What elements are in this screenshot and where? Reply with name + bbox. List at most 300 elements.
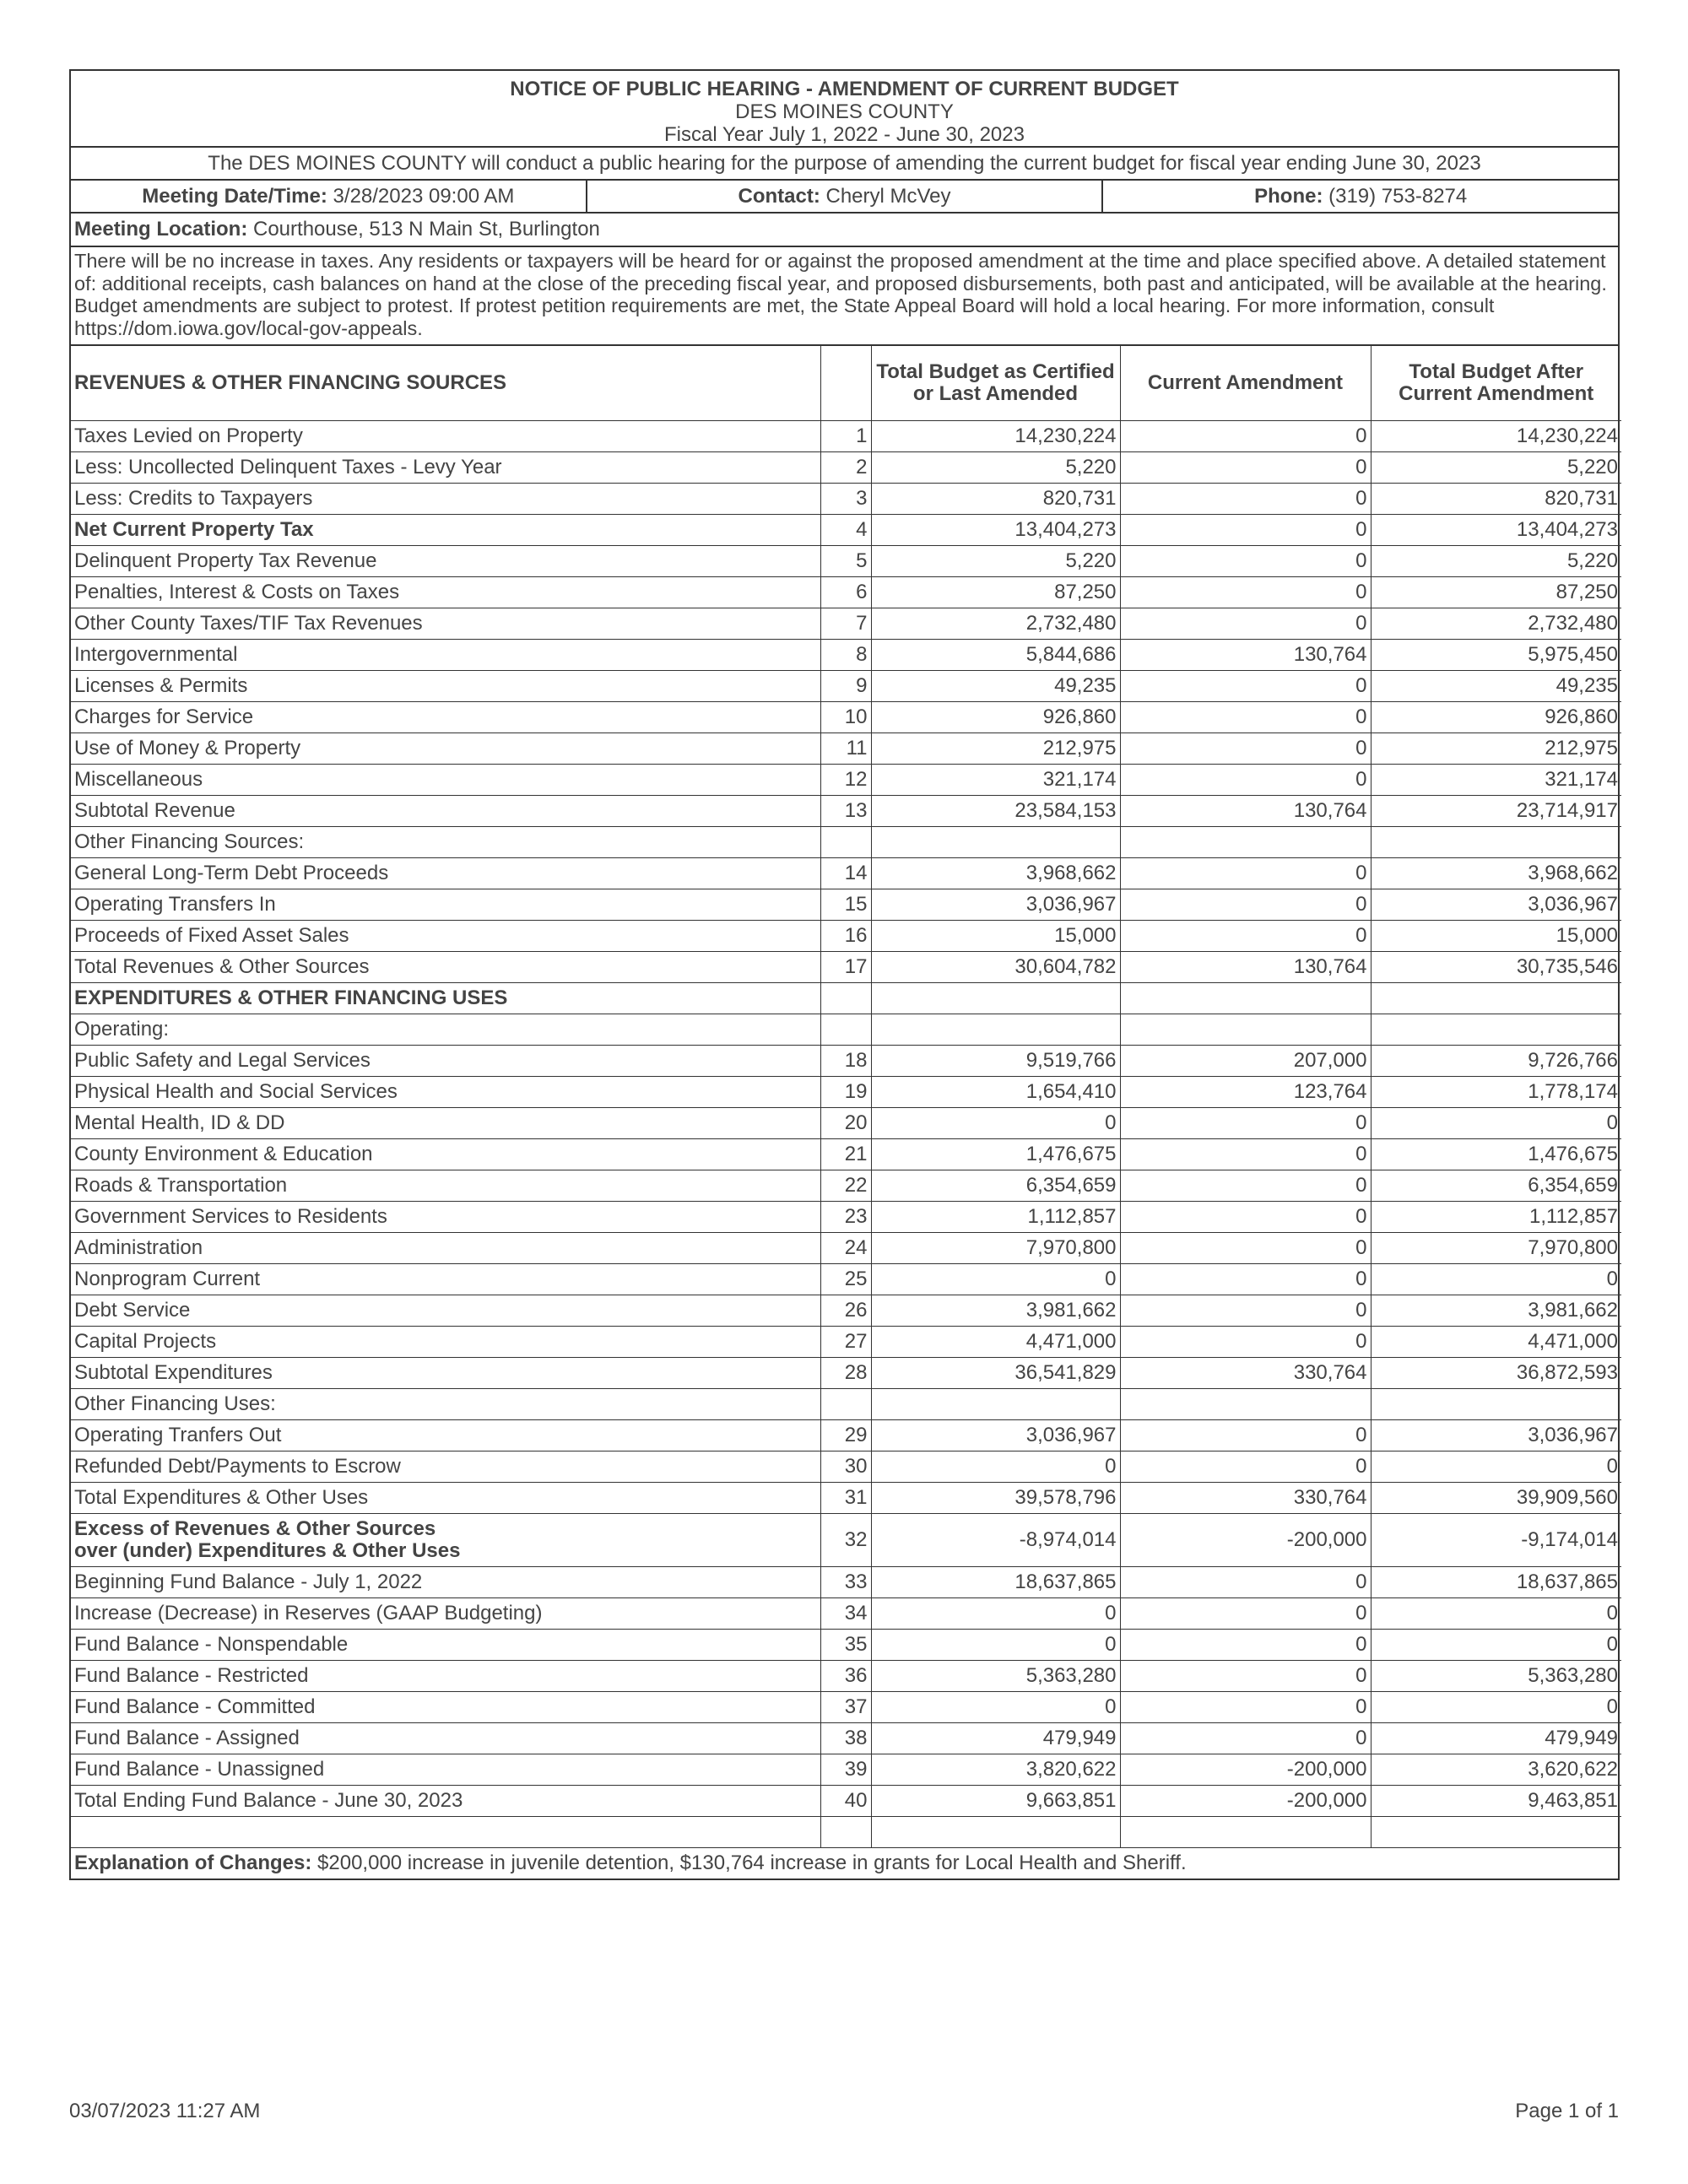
row-label: Delinquent Property Tax Revenue [71, 546, 820, 577]
cell-certified: 5,363,280 [871, 1661, 1120, 1692]
row-label: Subtotal Revenue [71, 796, 820, 827]
explanation-row [71, 1848, 1621, 1879]
cell-amendment: 0 [1120, 702, 1371, 733]
row-label: Total Expenditures & Other Uses [71, 1483, 820, 1514]
row-label: Proceeds of Fixed Asset Sales [71, 921, 820, 952]
cell-amendment: 0 [1120, 608, 1371, 640]
line-number: 36 [820, 1661, 871, 1692]
table-row [71, 546, 1621, 577]
cell-amendment: 0 [1120, 671, 1371, 702]
cell-certified: 0 [871, 1264, 1120, 1295]
table-row [71, 577, 1621, 608]
cell-amendment: 0 [1120, 1233, 1371, 1264]
table-row [71, 1692, 1621, 1723]
cell-amendment: 0 [1120, 1661, 1371, 1692]
cell-after: 9,463,851 [1371, 1786, 1621, 1817]
cell-certified: 9,519,766 [871, 1046, 1120, 1077]
row-label: Increase (Decrease) in Reserves (GAAP Budgeting) [71, 1598, 820, 1630]
contact [586, 181, 1102, 212]
cell-certified: 321,174 [871, 765, 1120, 796]
phone-value: (319) 753-8274 [1328, 185, 1468, 208]
page-number: Page 1 of 1 [1515, 2100, 1619, 2122]
cell-after: 18,637,865 [1371, 1567, 1621, 1598]
row-label: Total Ending Fund Balance - June 30, 2023 [71, 1786, 820, 1817]
table-row [71, 1723, 1621, 1754]
table-row [71, 889, 1621, 921]
cell-certified: 5,844,686 [871, 640, 1120, 671]
cell-certified: 1,476,675 [871, 1139, 1120, 1170]
row-label: Fund Balance - Nonspendable [71, 1630, 820, 1661]
cell-amendment: 130,764 [1120, 952, 1371, 983]
line-number: 11 [820, 733, 871, 765]
table-row [71, 1630, 1621, 1661]
line-number: 28 [820, 1358, 871, 1389]
cell-certified: 5,220 [871, 546, 1120, 577]
notice-title: NOTICE OF PUBLIC HEARING - AMENDMENT OF CURRENT BUDGET [510, 78, 1179, 100]
meeting-datetime [71, 181, 586, 212]
cell-after: 3,036,967 [1371, 1420, 1621, 1451]
cell-after: 0 [1371, 1451, 1621, 1483]
cell-certified: 49,235 [871, 671, 1120, 702]
row-label-line1: Excess of Revenues & Other Sources [74, 1517, 436, 1540]
table-row [71, 952, 1621, 983]
cell-amendment: 0 [1120, 1202, 1371, 1233]
cell-amendment: 0 [1120, 1139, 1371, 1170]
table-header-row [71, 346, 1621, 421]
meeting-datetime-value: 3/28/2023 09:00 AM [333, 185, 515, 208]
cell-after: 49,235 [1371, 671, 1621, 702]
line-number-header [820, 346, 871, 421]
cell-certified: 14,230,224 [871, 421, 1120, 452]
meeting-datetime-label: Meeting Date/Time: [142, 185, 327, 208]
line-number: 3 [820, 484, 871, 515]
row-label: Fund Balance - Committed [71, 1692, 820, 1723]
row-label: Penalties, Interest & Costs on Taxes [71, 577, 820, 608]
row-label: Subtotal Expenditures [71, 1358, 820, 1389]
line-number: 5 [820, 546, 871, 577]
line-number: 27 [820, 1327, 871, 1358]
cell-certified: 0 [871, 1451, 1120, 1483]
table-row [71, 1598, 1621, 1630]
budget-table [71, 346, 1621, 1879]
table-row [71, 1389, 1621, 1420]
location-label: Meeting Location: [74, 218, 248, 241]
cell-after: 0 [1371, 1630, 1621, 1661]
row-label: Administration [71, 1233, 820, 1264]
cell-certified [871, 827, 1120, 858]
cell-amendment: 0 [1120, 858, 1371, 889]
cell-amendment: 0 [1120, 421, 1371, 452]
row-label: Public Safety and Legal Services [71, 1046, 820, 1077]
line-number [820, 827, 871, 858]
fiscal-year: Fiscal Year July 1, 2022 - June 30, 2023 [664, 123, 1025, 146]
cell-certified: 5,220 [871, 452, 1120, 484]
line-number: 39 [820, 1754, 871, 1786]
line-number: 24 [820, 1233, 871, 1264]
cell-amendment [1120, 983, 1371, 1014]
cell-certified: 3,036,967 [871, 1420, 1120, 1451]
cell-amendment: 0 [1120, 1108, 1371, 1139]
row-label: Operating: [71, 1014, 820, 1046]
table-row [71, 702, 1621, 733]
row-label: Intergovernmental [71, 640, 820, 671]
cell-amendment: 123,764 [1120, 1077, 1371, 1108]
line-number: 30 [820, 1451, 871, 1483]
cell-after: 6,354,659 [1371, 1170, 1621, 1202]
row-label: Charges for Service [71, 702, 820, 733]
line-number: 20 [820, 1108, 871, 1139]
cell-certified [871, 1014, 1120, 1046]
cell-after: 0 [1371, 1692, 1621, 1723]
notice-header [71, 71, 1618, 148]
row-label: Fund Balance - Unassigned [71, 1754, 820, 1786]
printed-timestamp: 03/07/2023 11:27 AM [69, 2100, 261, 2122]
cell-after [1371, 1389, 1621, 1420]
cell-after: 87,250 [1371, 577, 1621, 608]
line-number: 7 [820, 608, 871, 640]
cell-certified: 2,732,480 [871, 608, 1120, 640]
table-row [71, 1451, 1621, 1483]
line-number: 17 [820, 952, 871, 983]
meeting-location [71, 214, 1618, 247]
line-number: 19 [820, 1077, 871, 1108]
cell-certified: 3,981,662 [871, 1295, 1120, 1327]
table-row [71, 1108, 1621, 1139]
cell-after: 0 [1371, 1598, 1621, 1630]
entity-name: DES MOINES COUNTY [735, 100, 954, 123]
row-label: Physical Health and Social Services [71, 1077, 820, 1108]
notice-paragraph: There will be no increase in taxes. Any residents or taxpayers will be heard for or against the proposed amendment at the time and place specified above. A detailed statement of: additional receipts, cash balances on hand at the close of the preceding fiscal year, and proposed disbursements, both past and anticipated, will be available at the hearing. Budget amendments are subject to protest. If protest petition requirements are met, the State Appeal Board will hold a local hearing. For more information, consult https://dom.iowa.gov/local-gov-appeals. [71, 247, 1618, 346]
cell-after: 7,970,800 [1371, 1233, 1621, 1264]
cell-amendment: 330,764 [1120, 1358, 1371, 1389]
cell-after: 4,471,000 [1371, 1327, 1621, 1358]
row-label: Operating Transfers In [71, 889, 820, 921]
cell-certified: 3,968,662 [871, 858, 1120, 889]
line-number [820, 1389, 871, 1420]
cell-certified: 15,000 [871, 921, 1120, 952]
row-label: Net Current Property Tax [71, 515, 820, 546]
cell-after: 0 [1371, 1108, 1621, 1139]
cell-amendment: 0 [1120, 921, 1371, 952]
cell-after: 3,968,662 [1371, 858, 1621, 889]
budget-rows [71, 421, 1621, 1817]
line-number: 1 [820, 421, 871, 452]
table-row [71, 765, 1621, 796]
row-label: Debt Service [71, 1295, 820, 1327]
cell-certified: 0 [871, 1108, 1120, 1139]
cell-certified: 4,471,000 [871, 1327, 1120, 1358]
cell-after: 5,220 [1371, 546, 1621, 577]
cell-after: 2,732,480 [1371, 608, 1621, 640]
cell-amendment: 0 [1120, 1170, 1371, 1202]
cell-amendment: -200,000 [1120, 1786, 1371, 1817]
cell-amendment: 0 [1120, 1567, 1371, 1598]
line-number: 10 [820, 702, 871, 733]
table-row [71, 796, 1621, 827]
row-label: Capital Projects [71, 1327, 820, 1358]
cell-amendment: 0 [1120, 889, 1371, 921]
line-number: 6 [820, 577, 871, 608]
table-row [71, 1358, 1621, 1389]
cell-amendment: 0 [1120, 452, 1371, 484]
line-number: 40 [820, 1786, 871, 1817]
line-number: 34 [820, 1598, 871, 1630]
cell-certified [871, 983, 1120, 1014]
location-value: Courthouse, 513 N Main St, Burlington [253, 218, 600, 241]
line-number: 2 [820, 452, 871, 484]
cell-after: 5,975,450 [1371, 640, 1621, 671]
cell-amendment: 0 [1120, 577, 1371, 608]
cell-certified: 0 [871, 1692, 1120, 1723]
row-label: Other Financing Uses: [71, 1389, 820, 1420]
cell-after [1371, 983, 1621, 1014]
line-number: 14 [820, 858, 871, 889]
cell-amendment: 0 [1120, 515, 1371, 546]
contact-value: Cheryl McVey [825, 185, 951, 208]
table-row [71, 1567, 1621, 1598]
cell-certified: 36,541,829 [871, 1358, 1120, 1389]
row-label: Roads & Transportation [71, 1170, 820, 1202]
cell-amendment: 0 [1120, 1630, 1371, 1661]
row-label: Beginning Fund Balance - July 1, 2022 [71, 1567, 820, 1598]
cell-after: 3,981,662 [1371, 1295, 1621, 1327]
line-number: 37 [820, 1692, 871, 1723]
cell-after: 926,860 [1371, 702, 1621, 733]
col-after-header: Total Budget After Current Amendment [1371, 346, 1621, 421]
explanation-text: $200,000 increase in juvenile detention, $130,764 increase in grants for Local Health and Sheriff. [317, 1852, 1187, 1874]
cell-amendment: -200,000 [1120, 1514, 1371, 1567]
cell-after: 820,731 [1371, 484, 1621, 515]
explanation-label: Explanation of Changes: [74, 1852, 312, 1874]
table-row [71, 983, 1621, 1014]
cell-after: 0 [1371, 1264, 1621, 1295]
table-row [71, 515, 1621, 546]
cell-after: -9,174,014 [1371, 1514, 1621, 1567]
row-label: Less: Credits to Taxpayers [71, 484, 820, 515]
cell-certified: 0 [871, 1630, 1120, 1661]
cell-after: 36,872,593 [1371, 1358, 1621, 1389]
line-number: 29 [820, 1420, 871, 1451]
line-number: 18 [820, 1046, 871, 1077]
cell-certified: 13,404,273 [871, 515, 1120, 546]
cell-amendment: 0 [1120, 1327, 1371, 1358]
row-label: Other County Taxes/TIF Tax Revenues [71, 608, 820, 640]
table-row [71, 1754, 1621, 1786]
row-label: Nonprogram Current [71, 1264, 820, 1295]
explanation-of-changes [71, 1848, 1621, 1879]
cell-after: 5,363,280 [1371, 1661, 1621, 1692]
cell-amendment: 0 [1120, 1692, 1371, 1723]
table-row [71, 827, 1621, 858]
cell-amendment: 0 [1120, 546, 1371, 577]
line-number: 23 [820, 1202, 871, 1233]
table-row [71, 452, 1621, 484]
table-row [71, 1139, 1621, 1170]
cell-certified: 3,820,622 [871, 1754, 1120, 1786]
cell-certified: 9,663,851 [871, 1786, 1120, 1817]
section-header-revenues: REVENUES & OTHER FINANCING SOURCES [71, 346, 820, 421]
line-number: 32 [820, 1514, 871, 1567]
cell-after: 13,404,273 [1371, 515, 1621, 546]
cell-after: 212,975 [1371, 733, 1621, 765]
cell-after: 479,949 [1371, 1723, 1621, 1754]
col-amendment-header: Current Amendment [1120, 346, 1371, 421]
line-number: 26 [820, 1295, 871, 1327]
table-row [71, 1327, 1621, 1358]
line-number: 15 [820, 889, 871, 921]
line-number: 16 [820, 921, 871, 952]
cell-amendment [1120, 1014, 1371, 1046]
line-number: 33 [820, 1567, 871, 1598]
row-label: General Long-Term Debt Proceeds [71, 858, 820, 889]
line-number: 12 [820, 765, 871, 796]
blank-row [71, 1817, 1621, 1848]
table-row [71, 1483, 1621, 1514]
cell-certified: 479,949 [871, 1723, 1120, 1754]
cell-certified [871, 1389, 1120, 1420]
line-number: 8 [820, 640, 871, 671]
table-row [71, 640, 1621, 671]
table-row [71, 1661, 1621, 1692]
row-label: Less: Uncollected Delinquent Taxes - Levy Year [71, 452, 820, 484]
cell-amendment: 130,764 [1120, 640, 1371, 671]
row-label: Miscellaneous [71, 765, 820, 796]
cell-after: 14,230,224 [1371, 421, 1621, 452]
row-label: Licenses & Permits [71, 671, 820, 702]
phone-label: Phone: [1254, 185, 1323, 208]
table-row [71, 858, 1621, 889]
cell-after [1371, 1014, 1621, 1046]
intro-line: The DES MOINES COUNTY will conduct a public hearing for the purpose of amending the current budget for fiscal year ending June 30, 2023 [71, 148, 1618, 181]
row-label: Refunded Debt/Payments to Escrow [71, 1451, 820, 1483]
cell-certified: -8,974,014 [871, 1514, 1120, 1567]
cell-certified: 926,860 [871, 702, 1120, 733]
cell-amendment: 0 [1120, 765, 1371, 796]
row-label: County Environment & Education [71, 1139, 820, 1170]
cell-amendment: 330,764 [1120, 1483, 1371, 1514]
line-number: 4 [820, 515, 871, 546]
cell-after: 1,476,675 [1371, 1139, 1621, 1170]
cell-after: 9,726,766 [1371, 1046, 1621, 1077]
line-number [820, 983, 871, 1014]
cell-amendment [1120, 1389, 1371, 1420]
table-row [71, 733, 1621, 765]
line-number: 13 [820, 796, 871, 827]
cell-certified: 212,975 [871, 733, 1120, 765]
line-number: 31 [820, 1483, 871, 1514]
cell-certified: 87,250 [871, 577, 1120, 608]
cell-after: 15,000 [1371, 921, 1621, 952]
table-row [71, 1514, 1621, 1567]
table-row [71, 1170, 1621, 1202]
table-row [71, 1786, 1621, 1817]
table-row [71, 1420, 1621, 1451]
table-row [71, 484, 1621, 515]
row-label: Fund Balance - Assigned [71, 1723, 820, 1754]
row-label: Mental Health, ID & DD [71, 1108, 820, 1139]
row-label: Use of Money & Property [71, 733, 820, 765]
row-label [71, 1514, 820, 1567]
row-label: Total Revenues & Other Sources [71, 952, 820, 983]
line-number: 38 [820, 1723, 871, 1754]
cell-after: 3,620,622 [1371, 1754, 1621, 1786]
cell-amendment: 0 [1120, 1264, 1371, 1295]
line-number: 21 [820, 1139, 871, 1170]
table-row [71, 671, 1621, 702]
cell-amendment: 0 [1120, 1295, 1371, 1327]
table-row [71, 1202, 1621, 1233]
row-label: Government Services to Residents [71, 1202, 820, 1233]
table-row [71, 921, 1621, 952]
cell-amendment: 207,000 [1120, 1046, 1371, 1077]
cell-certified: 18,637,865 [871, 1567, 1120, 1598]
cell-after: 39,909,560 [1371, 1483, 1621, 1514]
cell-amendment: 0 [1120, 1420, 1371, 1451]
line-number: 35 [820, 1630, 871, 1661]
cell-certified: 1,654,410 [871, 1077, 1120, 1108]
row-label: Fund Balance - Restricted [71, 1661, 820, 1692]
cell-amendment: 0 [1120, 1598, 1371, 1630]
line-number: 9 [820, 671, 871, 702]
line-number: 22 [820, 1170, 871, 1202]
cell-amendment: 0 [1120, 1723, 1371, 1754]
row-label: Other Financing Sources: [71, 827, 820, 858]
table-row [71, 1264, 1621, 1295]
cell-after: 321,174 [1371, 765, 1621, 796]
cell-amendment: 0 [1120, 733, 1371, 765]
budget-notice [69, 69, 1620, 1880]
table-row [71, 1295, 1621, 1327]
cell-certified: 7,970,800 [871, 1233, 1120, 1264]
cell-certified: 30,604,782 [871, 952, 1120, 983]
cell-certified: 3,036,967 [871, 889, 1120, 921]
cell-amendment: 0 [1120, 1451, 1371, 1483]
phone [1101, 181, 1618, 212]
cell-after: 30,735,546 [1371, 952, 1621, 983]
cell-after: 1,112,857 [1371, 1202, 1621, 1233]
cell-amendment: -200,000 [1120, 1754, 1371, 1786]
table-row [71, 1046, 1621, 1077]
cell-certified: 39,578,796 [871, 1483, 1120, 1514]
table-row [71, 1077, 1621, 1108]
cell-after: 5,220 [1371, 452, 1621, 484]
cell-amendment: 0 [1120, 484, 1371, 515]
line-number [820, 1014, 871, 1046]
col-certified-header: Total Budget as Certified or Last Amended [871, 346, 1120, 421]
row-label: Operating Tranfers Out [71, 1420, 820, 1451]
cell-after [1371, 827, 1621, 858]
cell-certified: 0 [871, 1598, 1120, 1630]
row-label-line2: over (under) Expenditures & Other Uses [74, 1539, 461, 1562]
cell-certified: 1,112,857 [871, 1202, 1120, 1233]
cell-amendment: 130,764 [1120, 796, 1371, 827]
table-row [71, 421, 1621, 452]
cell-certified: 6,354,659 [871, 1170, 1120, 1202]
meeting-info-row [71, 181, 1618, 214]
table-row [71, 1233, 1621, 1264]
row-label: EXPENDITURES & OTHER FINANCING USES [71, 983, 820, 1014]
cell-after: 23,714,917 [1371, 796, 1621, 827]
contact-label: Contact: [738, 185, 820, 208]
cell-certified: 23,584,153 [871, 796, 1120, 827]
line-number: 25 [820, 1264, 871, 1295]
cell-amendment [1120, 827, 1371, 858]
cell-after: 1,778,174 [1371, 1077, 1621, 1108]
table-row [71, 1014, 1621, 1046]
table-row [71, 608, 1621, 640]
cell-certified: 820,731 [871, 484, 1120, 515]
row-label: Taxes Levied on Property [71, 421, 820, 452]
